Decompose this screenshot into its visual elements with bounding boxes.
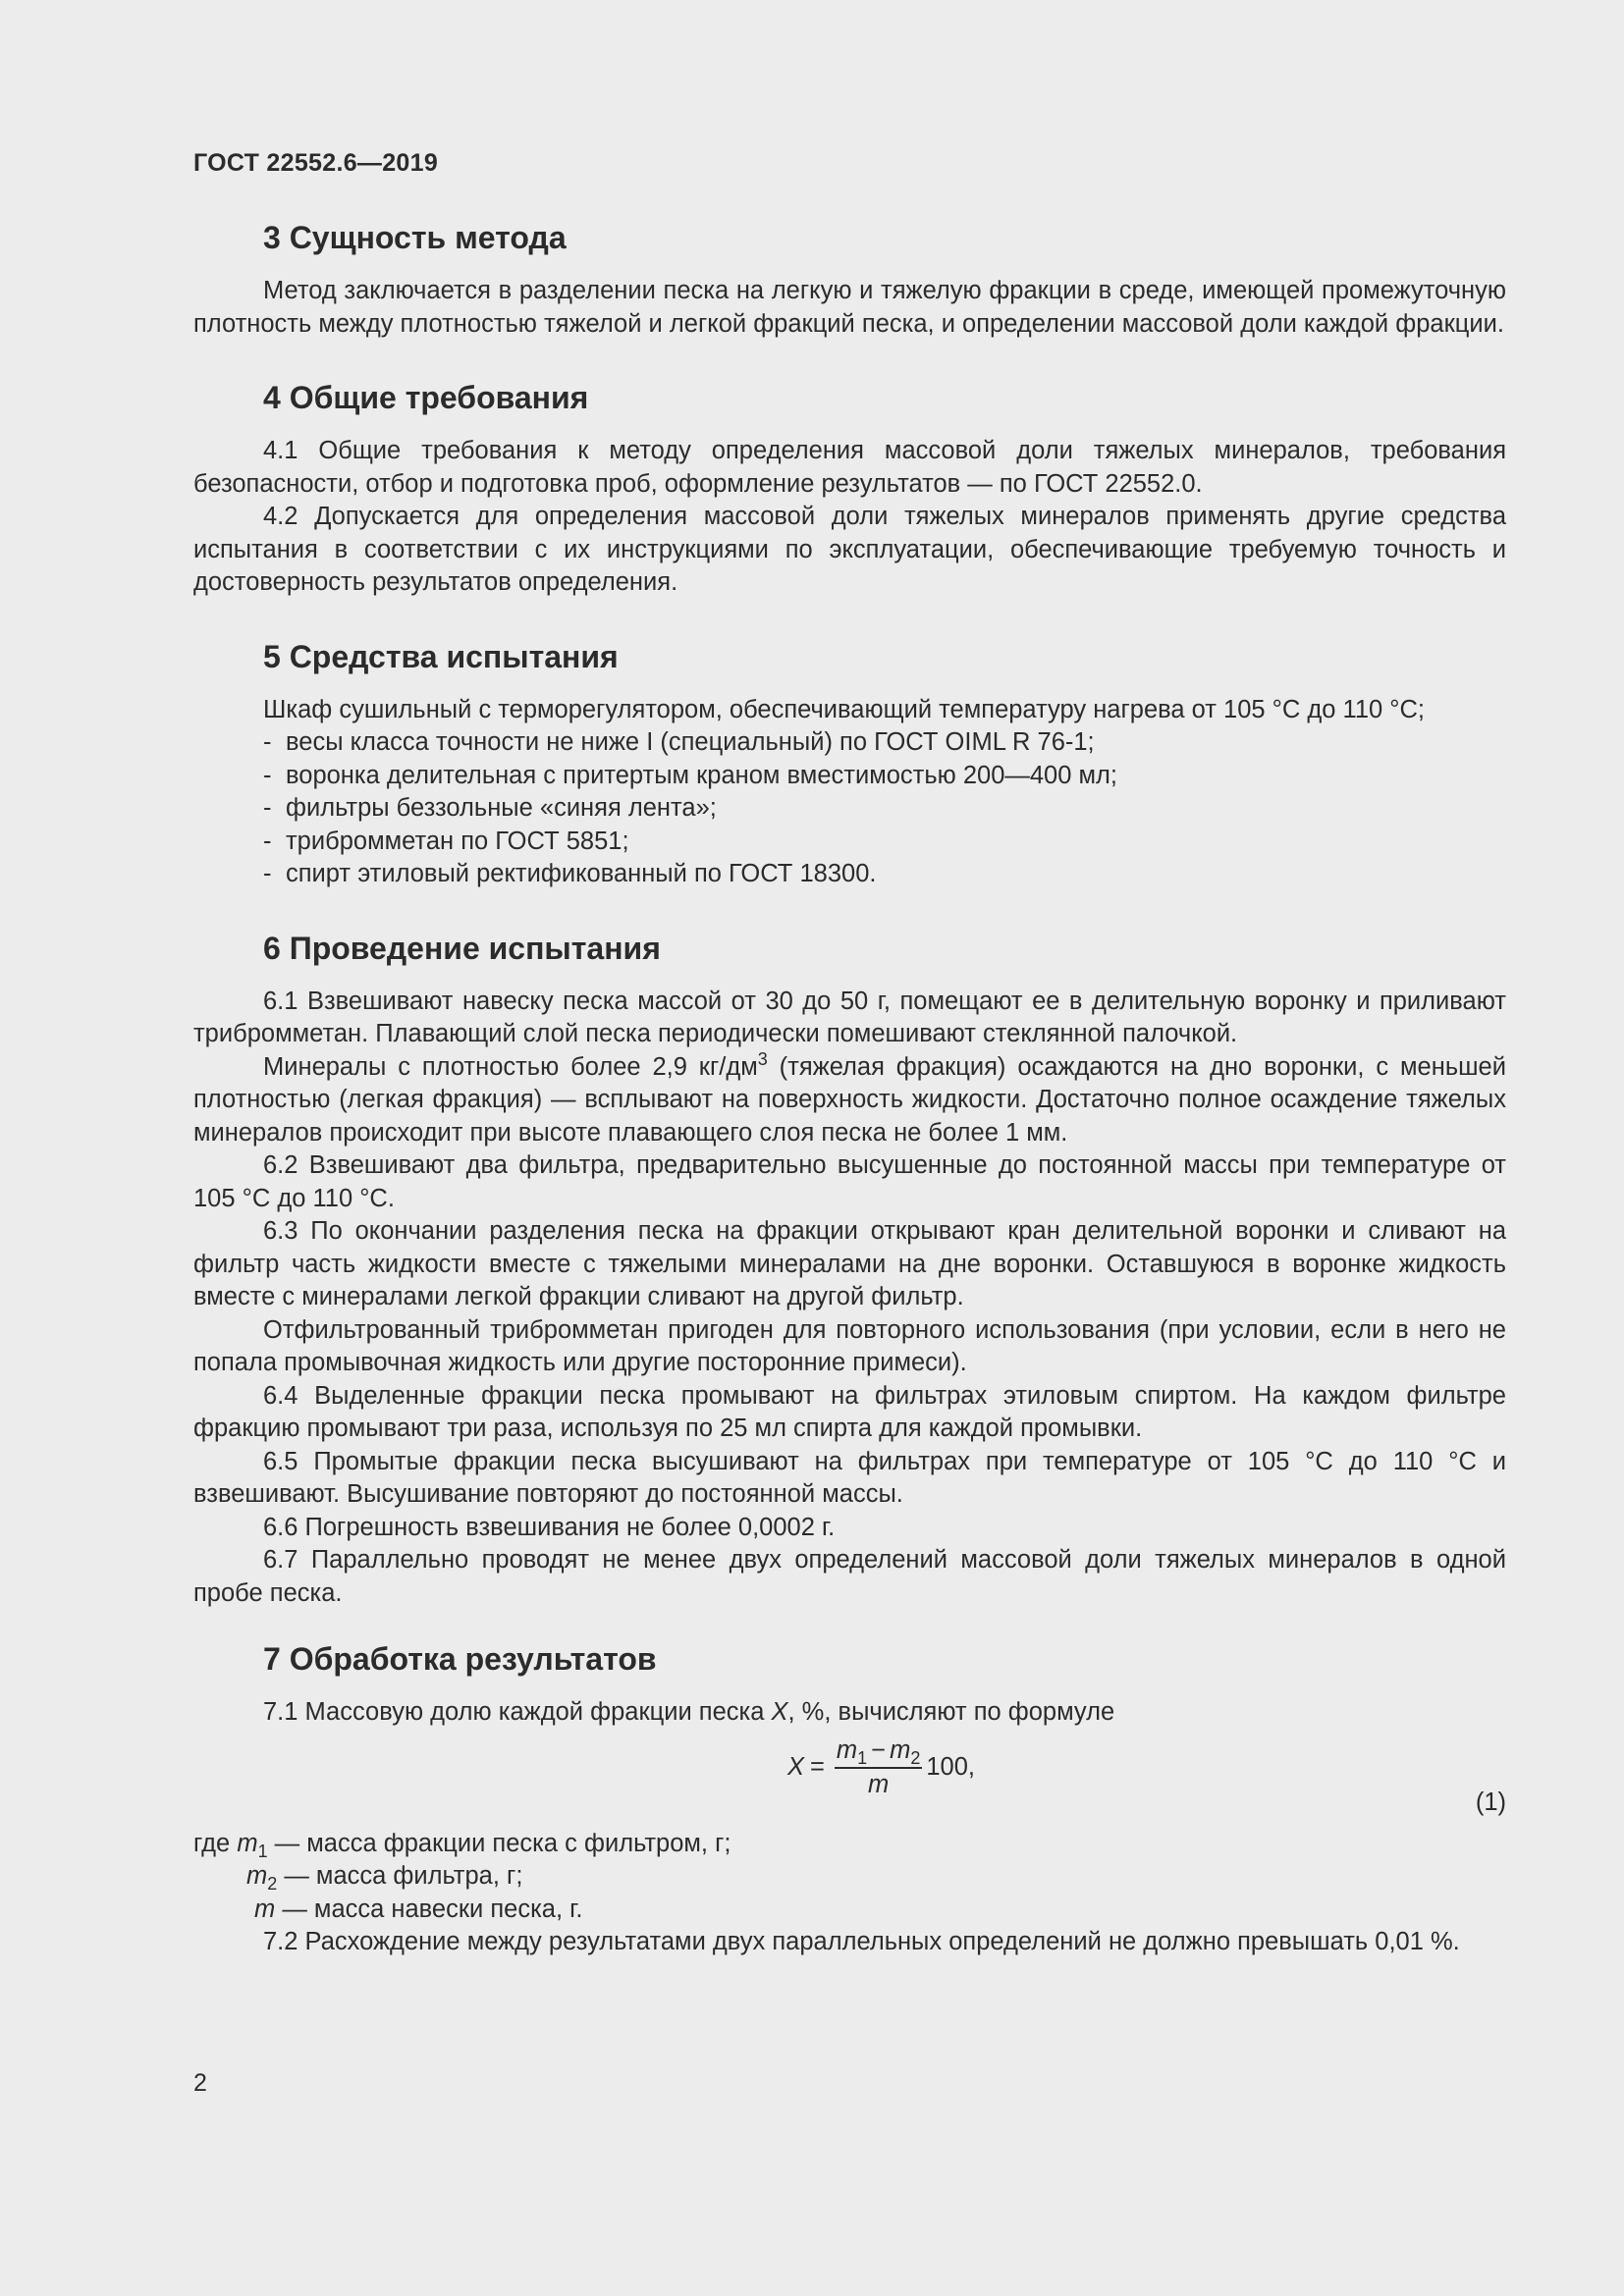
paragraph-7-1 <box>193 1696 1506 1730</box>
formula-lhs: X <box>787 1752 805 1781</box>
equipment-item-text: фильтры беззольные «синяя лента»; <box>286 794 717 822</box>
list-dash: - <box>263 761 272 789</box>
paragraph-filtered: Отфильтрованный трибромметан пригоден для повторного использования (при условии, если в него не попала промывочная жидкость или другие посторонние примеси). <box>193 1315 1506 1376</box>
section-5-title: 5 Средства испытания <box>263 638 619 674</box>
section-3-text: Метод заключается в разделении песка на легкую и тяжелую фракции в среде, имеющей промежуточную плотность между плотностью тяжелой и легкой фракций песка, и определении массовой доли каждой фракции. <box>193 277 1506 338</box>
where-line-content <box>193 1828 731 1861</box>
list-dash: - <box>263 860 272 887</box>
list-dash: - <box>263 827 272 855</box>
paragraph-6-7: 6.7 Параллельно проводят не менее двух определений массовой доли тяжелых минералов в одной пробе песка. <box>193 1546 1506 1607</box>
formula-minus: − <box>871 1735 887 1764</box>
where-symbol: m <box>246 1862 268 1890</box>
where-text: — масса фракции песка с фильтром, г; <box>267 1829 731 1857</box>
equipment-item-text: спирт этиловый ректификованный по ГОСТ 18300. <box>286 860 877 887</box>
page-number: 2 <box>193 2069 207 2097</box>
formula-m: m <box>868 1770 890 1798</box>
variable-x: X <box>771 1698 788 1726</box>
paragraph-6-6: 6.6 Погрешность взвешивания не более 0,0002 г. <box>263 1513 836 1541</box>
where-line <box>193 1894 1506 1927</box>
formula-factor: 100, <box>926 1752 975 1781</box>
where-text: — масса навески песка, г. <box>275 1895 583 1923</box>
section-6-title: 6 Проведение испытания <box>263 930 661 966</box>
paragraph-minerals-post: (тяжелая фракция) осаждаются на дно воронки, с меньшей плотностью (легкая фракция) — всплывают на поверхность жидкости. Достаточно полное осаждение тяжелых минералов происходит при высоте плавающего слоя песка не более 1 мм. <box>193 1052 1506 1147</box>
equipment-item <box>193 726 1506 760</box>
document-id: ГОСТ 22552.6—2019 <box>193 149 439 177</box>
superscript-3: 3 <box>757 1048 768 1069</box>
section-4 <box>193 378 1506 600</box>
section-5 <box>193 637 1506 891</box>
formula-equals: = <box>810 1752 825 1781</box>
where-line-content <box>246 1860 522 1894</box>
formula-fraction <box>835 1735 922 1800</box>
paragraph-minerals-pre: Минералы с плотностью более 2,9 кг/дм <box>263 1052 758 1081</box>
equipment-item-text: воронка делительная с притертым краном вместимостью 200—400 мл; <box>286 761 1118 789</box>
paragraph-7-1-pre: 7.1 Массовую долю каждой фракции песка <box>263 1698 772 1726</box>
equipment-item-text: весы класса точности не ниже I (специальный) по ГОСТ OIML R 76-1; <box>286 728 1095 756</box>
equipment-item-text: трибромметан по ГОСТ 5851; <box>286 827 629 855</box>
section-3 <box>193 218 1506 341</box>
formula-denominator <box>868 1769 889 1800</box>
where-line-content <box>254 1894 582 1927</box>
formula-m1: m <box>836 1735 858 1764</box>
where-symbol: m <box>254 1895 276 1923</box>
where-text: — масса фильтра, г; <box>277 1862 523 1890</box>
paragraph-4-1: 4.1 Общие требования к методу определения массовой доли тяжелых минералов, требования безопасности, отбор и подготовка проб, оформление результатов — по ГОСТ 22552.0. <box>193 437 1506 498</box>
paragraph-6-2: 6.2 Взвешивают два фильтра, предварительно высушенные до постоянной массы при температуре от 105 °С до 110 °С. <box>193 1151 1506 1212</box>
paragraph-7-1-post: , %, вычисляют по формуле <box>787 1698 1115 1726</box>
where-line <box>193 1828 1506 1861</box>
equipment-intro: Шкаф сушильный с терморегулятором, обеспечивающий температуру нагрева от 105 °С до 110 °С; <box>263 695 1425 723</box>
formula-m2: m <box>890 1735 911 1764</box>
where-symbol: m <box>237 1829 258 1857</box>
equipment-item <box>193 858 1506 891</box>
formula <box>787 1735 975 1800</box>
paragraph-7-2: 7.2 Расхождение между результатами двух параллельных определений не должно превышать 0,01 %. <box>263 1928 1460 1955</box>
list-dash: - <box>263 728 272 756</box>
equation-number: (1) <box>1475 1788 1506 1816</box>
document-body <box>193 218 1506 1959</box>
equipment-item <box>193 826 1506 859</box>
section-6 <box>193 929 1506 1611</box>
where-sub: 1 <box>257 1841 268 1861</box>
formula-numerator <box>835 1735 922 1769</box>
formula-m2-sub: 2 <box>910 1747 921 1768</box>
paragraph-6-4: 6.4 Выделенные фракции песка промывают на фильтрах этиловым спиртом. На каждом фильтре фракцию промывают три раза, используя по 25 мл спирта для каждой промывки. <box>193 1381 1506 1442</box>
formula-block <box>193 1734 1506 1828</box>
section-7-title: 7 Обработка результатов <box>263 1641 657 1677</box>
where-sub: 2 <box>267 1874 278 1894</box>
paragraph-4-2: 4.2 Допускается для определения массовой доли тяжелых минералов применять другие средства испытания в соответствии с их инструкциями по эксплуатации, обеспечивающие требуемую точность и достоверность результатов определения. <box>193 503 1506 596</box>
section-3-title: 3 Сущность метода <box>263 220 567 255</box>
where-prefix: где <box>193 1829 238 1857</box>
formula-m1-sub: 1 <box>857 1747 868 1768</box>
paragraph-6-5: 6.5 Промытые фракции песка высушивают на фильтрах при температуре от 105 °С до 110 °С и взвешивают. Высушивание повторяют до постоянной массы. <box>193 1447 1506 1508</box>
section-4-title: 4 Общие требования <box>263 380 589 415</box>
paragraph-minerals <box>193 1048 1506 1150</box>
paragraph-6-1: 6.1 Взвешивают навеску песка массой от 30 до 50 г, помещают ее в делительную воронку и приливают трибромметан. Плавающий слой песка периодически помешивают стеклянной палочкой. <box>193 987 1506 1047</box>
equipment-item <box>193 760 1506 793</box>
equipment-item <box>193 792 1506 826</box>
list-dash: - <box>263 794 272 822</box>
paragraph-6-3: 6.3 По окончании разделения песка на фракции открывают кран делительной воронки и сливают на фильтр часть жидкости вместе с тяжелыми минералами на дне воронки. Оставшуюся в воронке жидкость вместе с минералами легкой фракции сливают на другой фильтр. <box>193 1217 1506 1310</box>
section-7 <box>193 1639 1506 1959</box>
where-line <box>193 1860 1506 1894</box>
